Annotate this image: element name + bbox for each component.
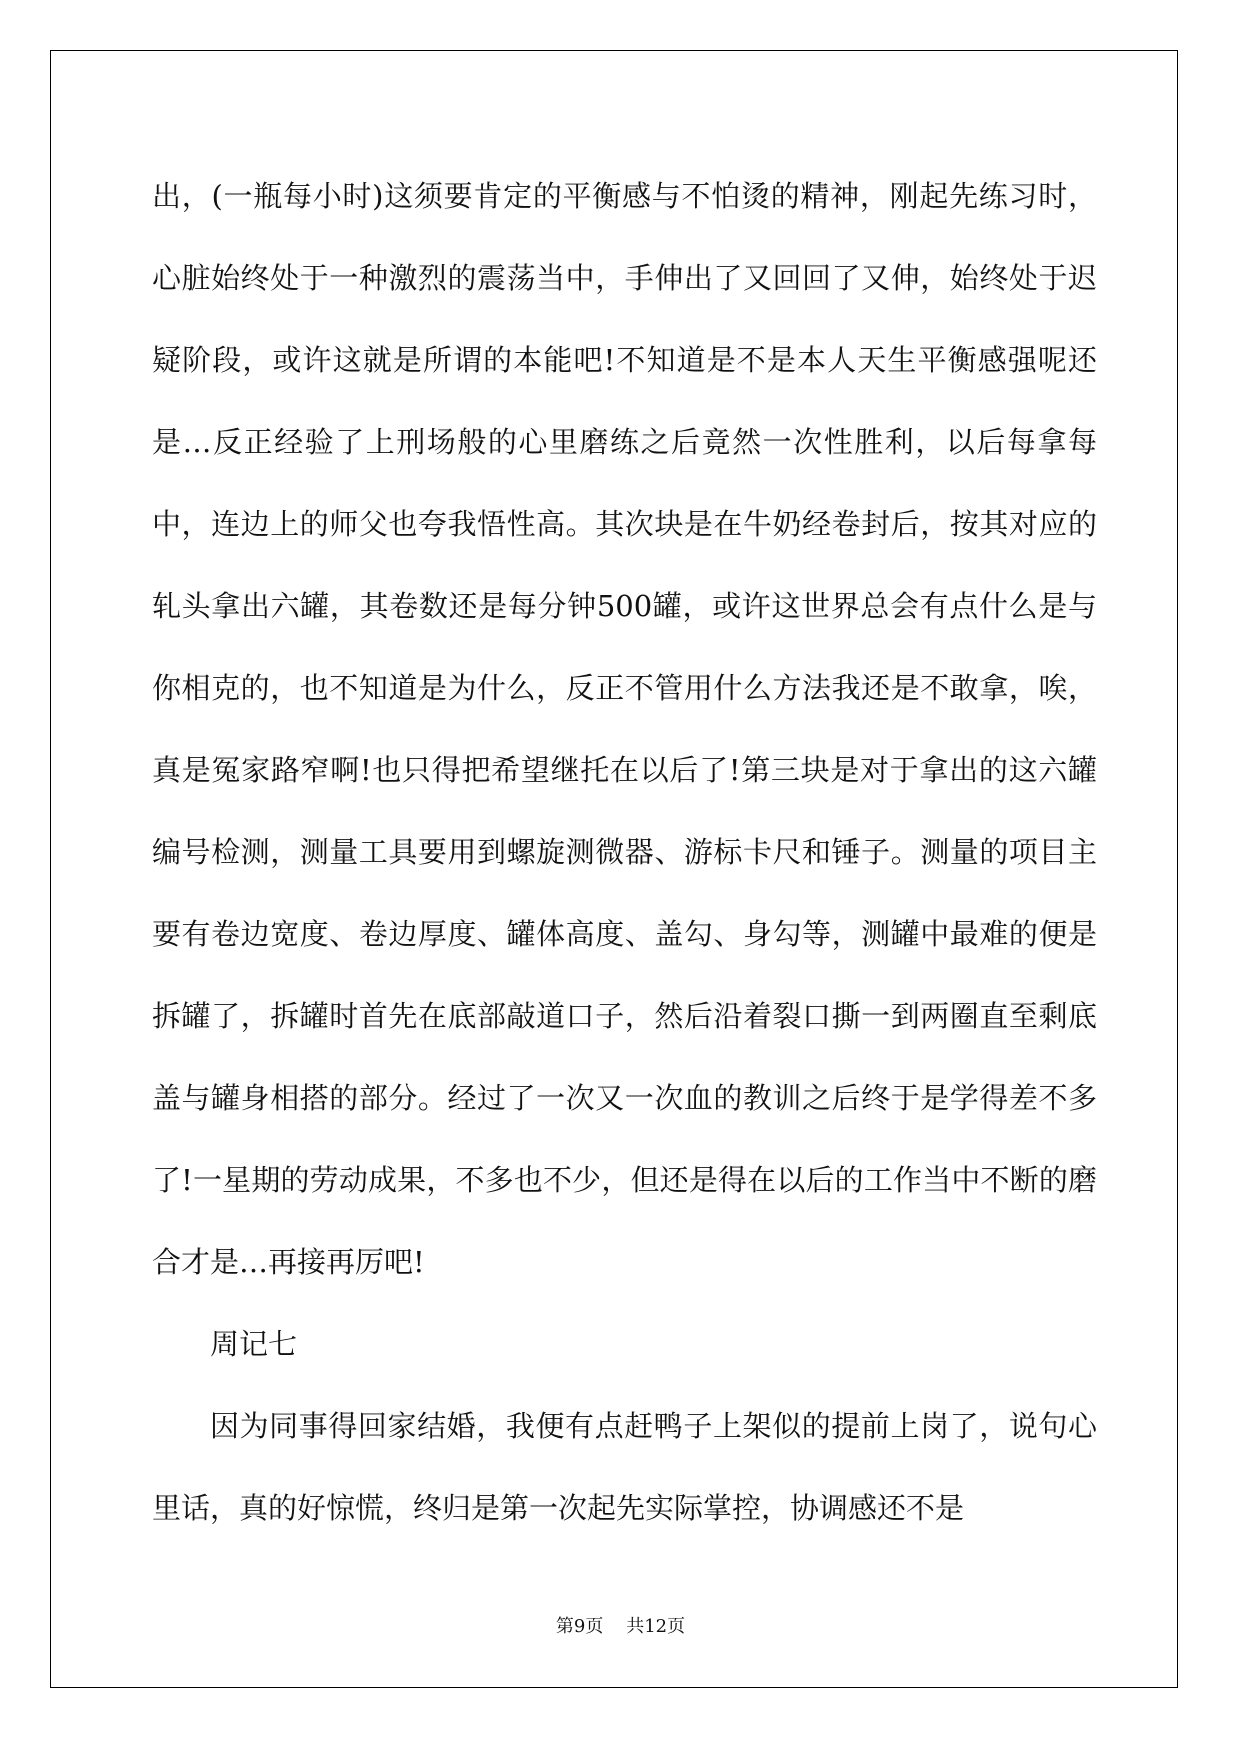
body-paragraph-2: 因为同事得回家结婚，我便有点赶鸭子上架似的提前上岗了，说句心里话，真的好惊慌，终归是第一次起先实际掌控，协调感还不是 [152,1409,1097,1525]
document-body [152,155,1097,1549]
page-total: 共12页 [626,1616,686,1637]
page-number: 第9页 [555,1616,604,1637]
page-footer [0,1612,1241,1638]
section-heading: 周记七 [210,1327,298,1361]
body-paragraph: 出，(一瓶每小时)这须要肯定的平衡感与不怕烫的精神，刚起先练习时，心脏始终处于一种激烈的震荡当中，手伸出了又回回了又伸，始终处于迟疑阶段，或许这就是所谓的本能吧!不知道是不是本人天生平衡感强呢还是…反正经验了上刑场般的心里磨练之后竟然一次性胜利，以后每拿每中，连边上的师父也夸我悟性高。其次块是在牛奶经卷封后，按其对应的轧头拿出六罐，其卷数还是每分钟500罐，或许这世界总会有点什么是与你相克的，也不知道是为什么，反正不管用什么方法我还是不敢拿，唉，真是冤家路窄啊!也只得把希望继托在以后了!第三块是对于拿出的这六罐编号检测，测量工具要用到螺旋测微器、游标卡尺和锤子。测量的项目主要有卷边宽度、卷边厚度、罐体高度、盖勾、身勾等，测罐中最难的便是拆罐了，拆罐时首先在底部敲道口子，然后沿着裂口撕一到两圈直至剩底盖与罐身相搭的部分。经过了一次又一次血的教训之后终于是学得差不多了!一星期的劳动成果，不多也不少，但还是得在以后的工作当中不断的磨合才是…再接再厉吧! [152,179,1097,1279]
